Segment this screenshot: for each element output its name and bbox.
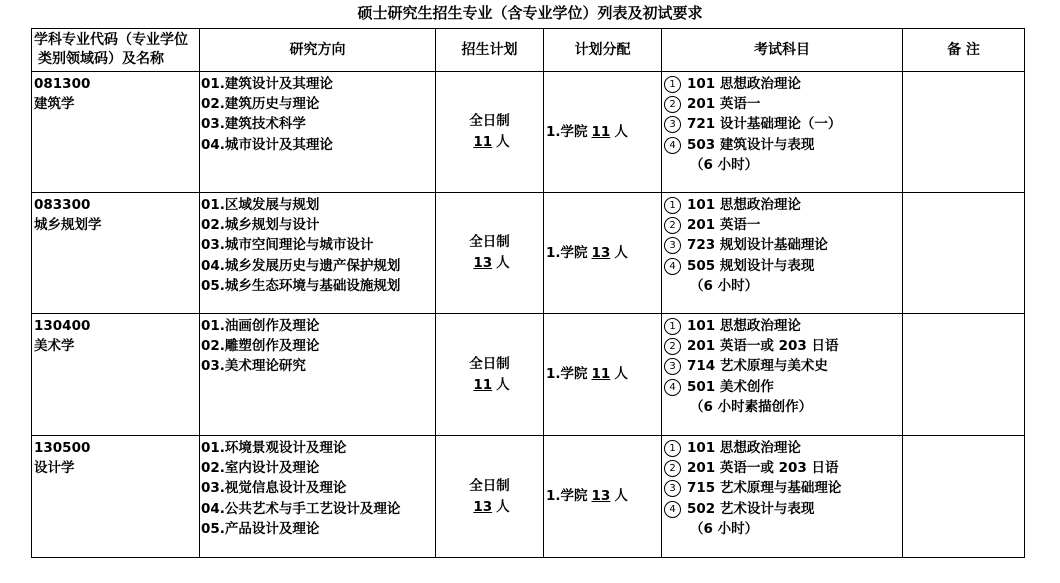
direction-item: 03.美术理论研究	[201, 358, 306, 375]
major-name: 建筑学	[34, 96, 75, 113]
circled-number: 4	[664, 379, 681, 396]
exam-subject: 201 英语一	[687, 96, 761, 113]
plan-unit: 人	[496, 376, 510, 393]
allocation-cell	[544, 193, 662, 314]
exam-subject: 715 艺术原理与基础理论	[687, 480, 842, 497]
table-row	[32, 193, 1025, 314]
plan-count: 13	[473, 498, 493, 515]
plan-cell	[436, 72, 544, 193]
exam-subject: 201 英语一或 203 日语	[687, 460, 839, 477]
exam-cell	[662, 193, 903, 314]
exam-subject: 723 规划设计基础理论	[687, 237, 828, 254]
alloc-count: 13	[591, 244, 611, 261]
direction-item: 02.室内设计及理论	[201, 460, 320, 477]
plan-label: 全日制	[469, 113, 510, 129]
alloc-unit: 人	[614, 244, 628, 261]
major-code: 083300	[34, 197, 91, 213]
exam-subject: 201 英语一或 203 日语	[687, 338, 839, 355]
plan-cell	[436, 193, 544, 314]
exam-subject: 505 规划设计与表现	[687, 257, 815, 274]
table-row	[32, 72, 1025, 193]
remark-cell	[903, 193, 1025, 314]
plan-unit: 人	[496, 255, 510, 271]
exam-note: （6 小时素描创作）	[690, 398, 813, 415]
exam-subject: 502 艺术设计与表现	[687, 500, 815, 517]
major-name: 美术学	[34, 338, 75, 355]
exam-note: （6 小时）	[690, 520, 759, 537]
direction-item: 04.城乡发展历史与遗产保护规划	[201, 257, 401, 274]
header-code-line1: 学科专业代码（专业学位	[34, 32, 188, 48]
header-allocation: 计划分配	[544, 29, 662, 72]
plan-label: 全日制	[469, 355, 510, 372]
direction-cell	[200, 193, 436, 314]
alloc-prefix: 1.学院	[546, 488, 588, 505]
page-title: 硕士研究生招生专业（含专业学位）列表及初试要求	[357, 4, 703, 22]
exam-subject: 101 思想政治理论	[687, 318, 801, 334]
direction-item: 01.区域发展与规划	[201, 197, 320, 213]
exam-subject: 721 设计基础理论（一）	[687, 116, 842, 133]
direction-item: 04.城市设计及其理论	[201, 136, 333, 153]
major-cell	[32, 436, 200, 558]
alloc-unit: 人	[614, 488, 628, 505]
circled-number: 3	[664, 237, 681, 254]
alloc-count: 13	[591, 488, 611, 505]
alloc-unit: 人	[614, 123, 628, 140]
header-row	[32, 29, 1025, 72]
plan-count: 13	[473, 255, 493, 271]
alloc-prefix: 1.学院	[546, 123, 588, 140]
major-cell	[32, 314, 200, 436]
header-remark: 备 注	[903, 29, 1025, 72]
direction-item: 05.城乡生态环境与基础设施规划	[201, 277, 401, 294]
direction-item: 03.视觉信息设计及理论	[201, 480, 347, 497]
major-name: 城乡规划学	[34, 217, 102, 234]
plan-cell	[436, 314, 544, 436]
direction-item: 02.雕塑创作及理论	[201, 338, 320, 355]
table-row	[32, 436, 1025, 558]
allocation-cell	[544, 72, 662, 193]
table-row	[32, 314, 1025, 436]
direction-item: 01.建筑设计及其理论	[201, 76, 333, 92]
plan-count: 11	[473, 134, 493, 150]
circled-number: 3	[664, 116, 681, 133]
allocation-cell	[544, 436, 662, 558]
major-cell	[32, 72, 200, 193]
plan-unit: 人	[496, 498, 510, 515]
remark-cell	[903, 314, 1025, 436]
remark-cell	[903, 436, 1025, 558]
exam-subject: 101 思想政治理论	[687, 197, 801, 213]
direction-item: 04.公共艺术与手工艺设计及理论	[201, 500, 401, 517]
exam-subject: 501 美术创作	[687, 378, 774, 395]
alloc-prefix: 1.学院	[546, 366, 588, 383]
alloc-count: 11	[591, 123, 611, 140]
circled-number: 4	[664, 258, 681, 275]
exam-note: （6 小时）	[690, 277, 759, 294]
exam-subject: 201 英语一	[687, 217, 761, 234]
exam-subject: 503 建筑设计与表现	[687, 136, 815, 153]
plan-label: 全日制	[469, 234, 510, 250]
circled-number: 2	[664, 460, 681, 477]
plan-count: 11	[473, 376, 493, 393]
header-plan: 招生计划	[436, 29, 544, 72]
exam-subject: 714 艺术原理与美术史	[687, 358, 828, 375]
header-code-line2: 类别领域码）及名称	[38, 51, 164, 67]
remark-cell	[903, 72, 1025, 193]
program-table	[31, 28, 1025, 558]
direction-item: 05.产品设计及理论	[201, 520, 320, 537]
alloc-prefix: 1.学院	[546, 244, 588, 261]
major-code: 130500	[34, 440, 91, 456]
plan-cell	[436, 436, 544, 558]
direction-item: 03.城市空间理论与城市设计	[201, 237, 374, 254]
exam-cell	[662, 436, 903, 558]
circled-number: 2	[664, 217, 681, 234]
circled-number: 4	[664, 501, 681, 518]
header-direction: 研究方向	[200, 29, 436, 72]
plan-label: 全日制	[469, 477, 510, 494]
circled-number: 1	[664, 440, 681, 457]
exam-subject: 101 思想政治理论	[687, 76, 801, 92]
exam-note: （6 小时）	[690, 156, 759, 173]
exam-cell	[662, 314, 903, 436]
circled-number: 1	[664, 197, 681, 214]
major-code: 081300	[34, 76, 91, 92]
direction-cell	[200, 72, 436, 193]
exam-cell	[662, 72, 903, 193]
direction-cell	[200, 314, 436, 436]
major-cell	[32, 193, 200, 314]
major-name: 设计学	[34, 460, 75, 477]
direction-item: 03.建筑技术科学	[201, 116, 306, 133]
header-code	[32, 29, 200, 72]
direction-cell	[200, 436, 436, 558]
exam-subject: 101 思想政治理论	[687, 440, 801, 456]
alloc-count: 11	[591, 366, 611, 383]
direction-item: 01.油画创作及理论	[201, 318, 320, 334]
direction-item: 02.城乡规划与设计	[201, 217, 320, 234]
direction-item: 01.环境景观设计及理论	[201, 440, 347, 456]
major-code: 130400	[34, 318, 91, 334]
circled-number: 1	[664, 76, 681, 93]
circled-number: 3	[664, 358, 681, 375]
circled-number: 3	[664, 480, 681, 497]
circled-number: 2	[664, 338, 681, 355]
circled-number: 4	[664, 137, 681, 154]
alloc-unit: 人	[614, 366, 628, 383]
direction-item: 02.建筑历史与理论	[201, 96, 320, 113]
allocation-cell	[544, 314, 662, 436]
circled-number: 2	[664, 96, 681, 113]
plan-unit: 人	[496, 134, 510, 150]
circled-number: 1	[664, 318, 681, 335]
header-exam: 考试科目	[662, 29, 903, 72]
